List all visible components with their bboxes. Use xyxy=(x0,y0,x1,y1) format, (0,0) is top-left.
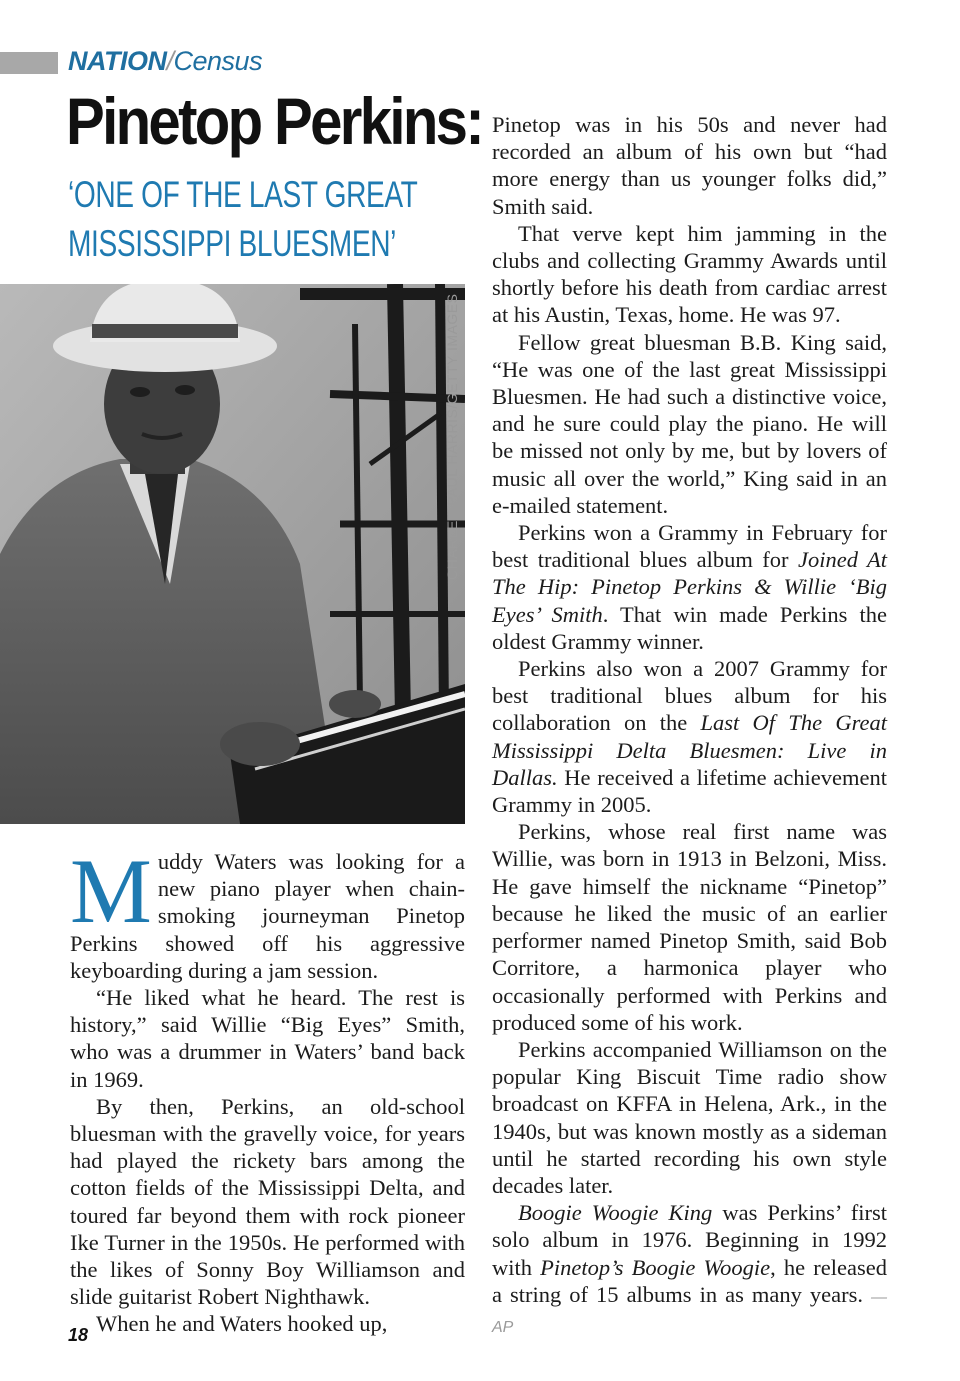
section-slash: / xyxy=(166,46,174,76)
article-column-right xyxy=(492,111,887,1341)
paragraph-text: Perkins won a Grammy in February for best traditional blues album for xyxy=(492,520,887,573)
byline: — AP xyxy=(492,1288,888,1336)
subheadline-line-2: MISSISSIPPI BLUESMEN’ xyxy=(68,223,396,264)
drop-cap: M xyxy=(70,840,152,942)
paragraph: “He liked what he heard. The rest is history,” said Willie “Big Eyes” Smith, who was a drummer in Waters’ band back in 1969. xyxy=(70,985,465,1092)
photo-illustration xyxy=(0,284,465,824)
article-column-left xyxy=(70,840,465,1338)
section-census: Census xyxy=(173,46,263,76)
paragraph-text: uddy Waters was looking for a new piano player when chain-smoking journeyman Pinetop Perkins showed off his aggressive keyboarding during a jam session. xyxy=(70,849,465,983)
subheadline-line-1: ‘ONE OF THE LAST GREAT xyxy=(68,174,418,215)
paragraph-text: Perkins also won a 2007 Grammy for best traditional blues album for his collaboration on the xyxy=(492,656,887,736)
photo-credit: CHARLES PAUL HARRIS/GETTY IMAGES xyxy=(444,293,460,580)
paragraph xyxy=(492,1199,887,1341)
paragraph-text: was Perkins’ first solo album in 1976. Beginning in 1992 with xyxy=(492,1200,888,1280)
paragraph-text: , he released a string of 15 albums in as many years. xyxy=(492,1254,887,1307)
paragraph: That verve kept him jamming in the clubs and collecting Grammy Awards until shortly before his death from cardiac arrest at his Austin, Texas, home. He was 97. xyxy=(492,220,887,328)
album-title: Last Of The Great Mississippi Delta Bluesmen: Live in Dallas. xyxy=(492,710,887,790)
paragraph-text: . That win made Perkins the oldest Grammy winner. xyxy=(492,601,887,654)
paragraph xyxy=(70,840,465,984)
section-color-bar xyxy=(0,52,58,74)
paragraph xyxy=(492,655,887,818)
page-number: 18 xyxy=(68,1325,89,1345)
pinetop-perkins-photo xyxy=(0,284,465,824)
paragraph: Pinetop was in his 50s and never had recorded an album of his own but “had more energy than us younger folks did,” Smith said. xyxy=(492,112,887,219)
album-title: Boogie Woogie King xyxy=(518,1200,713,1226)
paragraph: Fellow great bluesman B.B. King said, “He was one of the last great Mississippi Bluesmen. He had such a distinctive voice, and he sure could play the piano. He will be missed not only by me, but by lovers of music all over the world,” King said in an e-mailed statement. xyxy=(492,329,887,518)
section-label xyxy=(68,46,262,77)
paragraph: Perkins, whose real first name was Willie, was born in 1913 in Belzoni, Miss. He gave himself the nickname “Pinetop” because he liked the music of an earlier performer named Pinetop Smith, said Bob Corritore, a harmonica player who occasionally performed with Perkins and produced some of his work. xyxy=(492,819,887,1035)
headline: Pinetop Perkins: xyxy=(66,84,483,158)
paragraph xyxy=(492,519,887,655)
subheadline xyxy=(68,170,417,268)
paragraph: By then, Perkins, an old-school bluesman with the gravelly voice, for years had played the rickety bars among the cotton fields of the Mississippi Delta, and toured far beyond them with rock pioneer Ike Turner in the 1950s. He performed with the likes of Sonny Boy Williamson and slide guitarist Robert Nighthawk. xyxy=(70,1093,465,1310)
album-title: Joined At The Hip: Pinetop Perkins & Willie ‘Big Eyes’ Smith xyxy=(492,547,887,627)
section-nation: NATION xyxy=(68,46,167,76)
paragraph-text: He received a lifetime achievement Grammy in 2005. xyxy=(492,764,887,818)
paragraph: Perkins accompanied Williamson on the popular King Biscuit Time radio show broadcast on KFFA in Helena, Ark., in the 1940s, but was known mostly as a sideman until he started recording his own style decades later. xyxy=(492,1036,887,1198)
album-title: Pinetop’s Boogie Woogie xyxy=(540,1254,771,1280)
paragraph: When he and Waters hooked up, xyxy=(96,1311,388,1337)
